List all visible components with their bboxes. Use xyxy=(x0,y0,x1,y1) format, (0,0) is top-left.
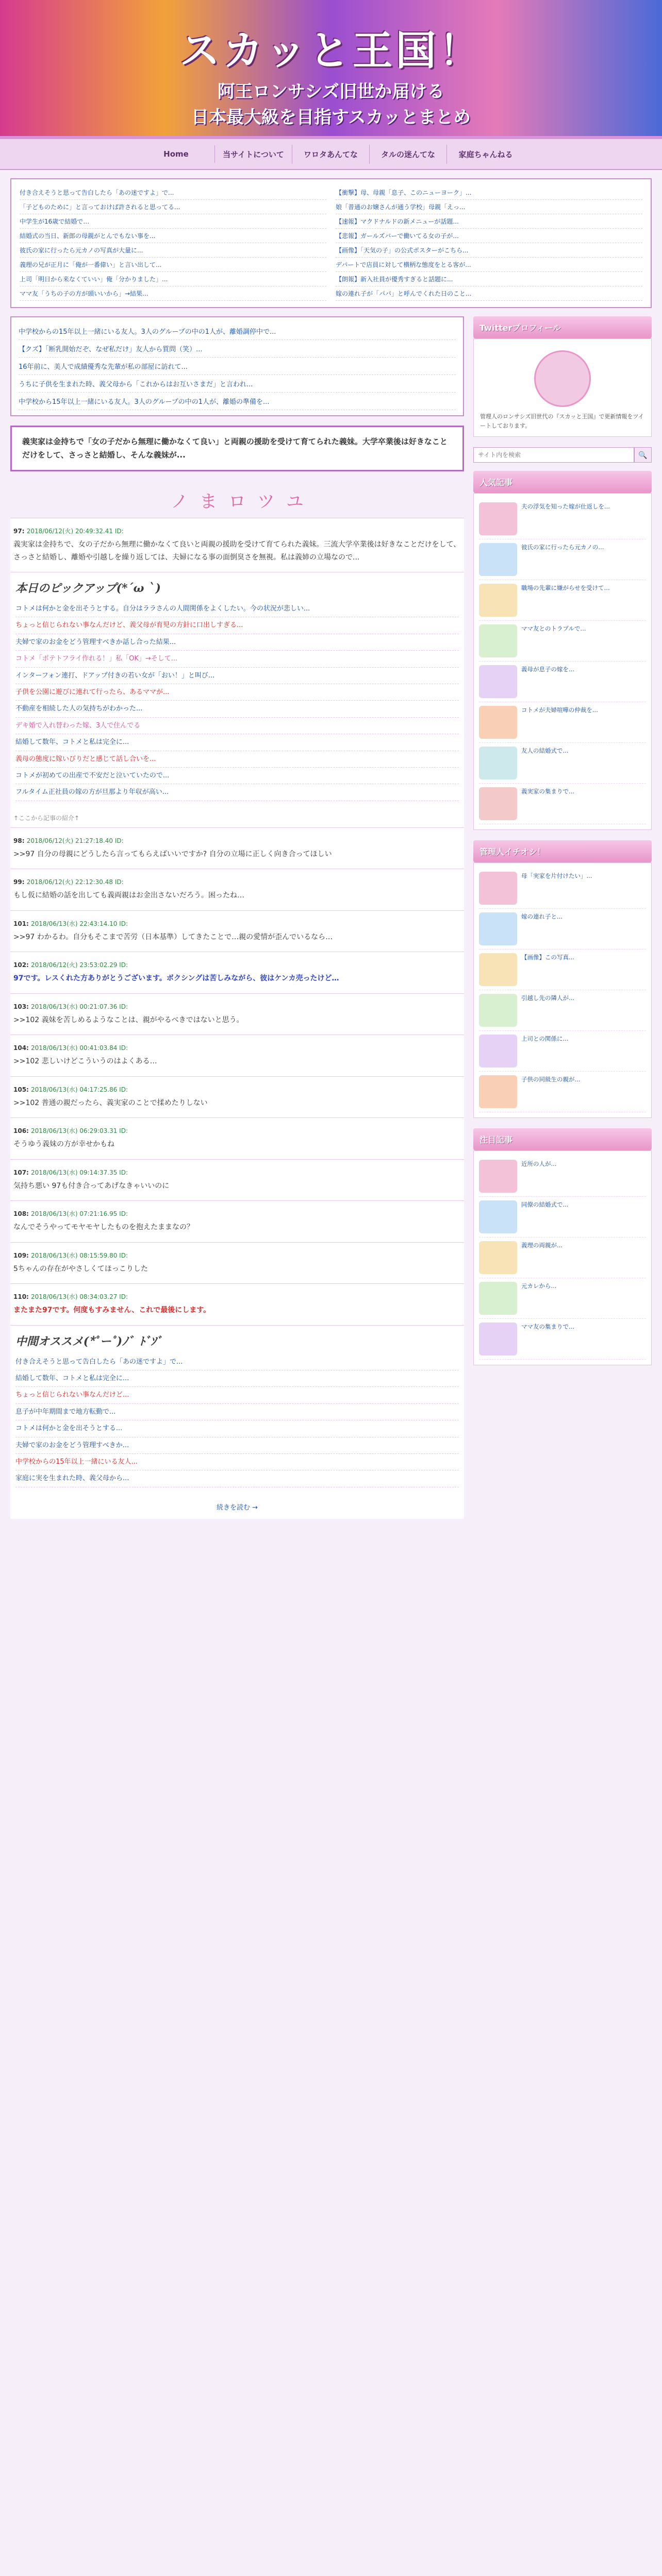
rank-title[interactable]: 同僚の結婚式で... xyxy=(521,1201,569,1209)
comment xyxy=(10,1200,464,1242)
nav-antenna-1[interactable]: ワロタあんてな xyxy=(292,145,370,164)
section-separator: ↑ここから記事の紹介↑ xyxy=(10,808,464,827)
comment xyxy=(10,1242,464,1284)
pickup-link[interactable]: コトメが初めての出産で不安だと泣いていたので... xyxy=(15,768,459,784)
rank-title[interactable]: 友人の結婚式で... xyxy=(521,747,569,755)
comment-number: 97: xyxy=(13,528,27,535)
site-title[interactable]: スカッと王国！ xyxy=(179,27,483,74)
comment xyxy=(10,910,464,952)
rank-title[interactable]: 【画像】この写真... xyxy=(521,954,574,961)
nav-home[interactable]: Home xyxy=(138,145,215,163)
pickup-box xyxy=(10,572,464,808)
note-section xyxy=(473,1128,652,1365)
note-list xyxy=(473,1150,652,1365)
comment-number: 99: xyxy=(13,878,27,886)
rank-thumbnail[interactable] xyxy=(479,1160,517,1193)
rank-title[interactable]: 上司との関係に... xyxy=(521,1035,569,1043)
rank-thumbnail[interactable] xyxy=(479,1323,517,1355)
comment-meta xyxy=(13,919,461,928)
comment-body: >>97 自分の母親にどうしたら言ってもらえばいいですか? 自分の立場に正しく向き合ってほしい xyxy=(13,850,332,858)
comment-body: >>102 悲しいけどこういうのはよくある… xyxy=(13,1057,157,1066)
note-title: 注目記事 xyxy=(473,1128,652,1150)
rank-thumbnail[interactable] xyxy=(479,787,517,820)
twitter-title: Twitterプロフィール xyxy=(473,316,652,338)
comment-body: なんでそうやってモヤモヤしたものを抱えたままなの？ xyxy=(13,1223,194,1232)
rank-item[interactable] xyxy=(479,662,646,702)
rank-thumbnail[interactable] xyxy=(479,1241,517,1274)
ticker-link[interactable]: 【朗報】新入社員が優秀すぎると話題に... xyxy=(336,272,642,286)
ticker-links xyxy=(10,178,652,308)
sidebar xyxy=(473,316,652,1519)
comment xyxy=(10,1076,464,1118)
mid-pickup-link[interactable]: 結婚して数年、コトメと私は完全に... xyxy=(15,1370,459,1387)
comment-date: 2018/06/13(水) 08:15:59.80 ID: xyxy=(31,1251,128,1259)
popular-section xyxy=(473,471,652,830)
ticker-link[interactable]: 「子どものために」と言っておけば許されると思ってる... xyxy=(20,200,326,214)
profile-text: 管理人のロンサシズ旧世代の『スカッと王国』で更新情報をツイートしております。 xyxy=(480,413,644,429)
rank-thumbnail[interactable] xyxy=(479,994,517,1027)
mid-pickup-box xyxy=(10,1325,464,1495)
comment-number: 101: xyxy=(13,920,31,927)
comment-meta xyxy=(13,1002,461,1011)
comment-number: 108: xyxy=(13,1210,31,1218)
ticker-link[interactable]: 嫁の連れ子が「パパ」と呼んでくれた日のこと... xyxy=(336,286,642,301)
recommend-list xyxy=(473,862,652,1118)
comment xyxy=(10,1117,464,1159)
comment-date: 2018/06/12(火) 21:27:18.40 ID: xyxy=(26,837,124,844)
mid-pickup-title: 中間オススメ(*ﾟーﾟ)ﾉ゛ﾄﾞｿﾞ xyxy=(15,1334,162,1348)
comment-list-top xyxy=(10,518,464,572)
continue-link[interactable]: 続きを読む → xyxy=(10,1495,464,1519)
comment-date: 2018/06/13(水) 09:14:37.35 ID: xyxy=(31,1168,128,1176)
rank-item[interactable] xyxy=(479,1278,646,1319)
mid-pickup-link[interactable]: ちょっと信じられない事なんだけど... xyxy=(15,1387,459,1403)
site-search xyxy=(473,447,652,463)
comment xyxy=(10,1159,464,1201)
recommend-section xyxy=(473,840,652,1118)
comment-number: 102: xyxy=(13,961,31,969)
rank-thumbnail[interactable] xyxy=(479,953,517,986)
avatar[interactable] xyxy=(534,350,591,407)
comment-date: 2018/06/13(水) 00:41:03.84 ID: xyxy=(31,1044,128,1052)
comment-body: そうゆう義妹の方が幸せかもね xyxy=(13,1140,114,1149)
nav-family[interactable]: 家庭ちゃんねる xyxy=(458,149,513,159)
rank-item[interactable] xyxy=(479,868,646,909)
share-glyph[interactable]: ロ xyxy=(228,491,246,512)
rank-item[interactable] xyxy=(479,909,646,950)
search-button[interactable]: 🔍 xyxy=(634,447,652,463)
comment-meta xyxy=(13,527,461,535)
rank-title[interactable]: 職場の先輩に嫌がらせを受けて... xyxy=(521,584,610,592)
comment xyxy=(10,1035,464,1076)
site-subtitle-1: 阿王ロンサシズ旧世か届ける xyxy=(217,81,445,102)
share-glyph[interactable]: ノ xyxy=(171,491,188,512)
rank-thumbnail[interactable] xyxy=(479,543,517,576)
pickup-link[interactable]: コトメ「ポテトフライ作れる！」私「OK」→そして... xyxy=(15,651,459,667)
pickup-link[interactable]: フルタイム正社員の嫁の方が旦那より年収が高い... xyxy=(15,784,459,801)
ticker-link[interactable]: 中学生が16歳で結婚で… xyxy=(20,214,326,229)
ticker-link[interactable]: 上司「明日から来なくていい」俺「分かりました」... xyxy=(20,272,326,286)
comment-number: 107: xyxy=(13,1168,31,1176)
global-nav xyxy=(0,139,662,170)
rank-item[interactable] xyxy=(479,1197,646,1238)
comment-date: 2018/06/12(火) 20:49:32.41 ID: xyxy=(26,528,124,535)
comment-meta xyxy=(13,877,461,886)
comment-meta xyxy=(13,1168,461,1177)
comment-number: 103: xyxy=(13,1003,31,1010)
rank-title[interactable]: ママ友の集まりで... xyxy=(521,1323,574,1331)
comment-meta xyxy=(13,836,461,845)
comment-date: 2018/06/13(水) 08:34:03.27 ID: xyxy=(31,1293,128,1301)
ticker-link[interactable]: デパートで店員に対して横柄な態度をとる客が... xyxy=(336,258,642,272)
rank-thumbnail[interactable] xyxy=(479,1200,517,1233)
search-input[interactable] xyxy=(473,447,634,463)
pickup-link[interactable]: 義母の態度に嫁いびりだと感じて話し合いを... xyxy=(15,751,459,768)
rank-title[interactable]: 義実家の集まりで... xyxy=(521,788,574,795)
rank-thumbnail[interactable] xyxy=(479,502,517,535)
rank-item[interactable] xyxy=(479,1156,646,1197)
mid-pickup-link[interactable]: コトメは何かと金を出そうとする... xyxy=(15,1420,459,1437)
comment-date: 2018/06/13(水) 22:43:14.10 ID: xyxy=(31,920,128,927)
popular-title: 人気記事 xyxy=(473,471,652,493)
ticker-link[interactable]: 娘「普通のお嬢さんが通う学校」母親「えっ... xyxy=(336,200,642,214)
ticker-link[interactable]: 彼氏の家に行ったら元カノの写真が大量に... xyxy=(20,243,326,258)
comment-date: 2018/06/13(水) 07:21:16.95 ID: xyxy=(31,1210,128,1218)
comment-body: >>97 わかるわ。自分もそこまで苦労（日本基準）してきたことで…親の愛情が歪んでいるなら… xyxy=(13,933,333,941)
comment-number: 105: xyxy=(13,1086,31,1093)
rank-item[interactable] xyxy=(479,950,646,990)
rank-title[interactable]: ママ友とのトラブルで... xyxy=(521,625,586,633)
ticker-link[interactable]: 義理の兄が正月に「俺が一番偉い」と言い出して... xyxy=(20,258,326,272)
pickup-link[interactable]: 結婚して数年、コトメと私は完全に... xyxy=(15,734,459,751)
comment-meta xyxy=(13,1209,461,1218)
ticker-link[interactable]: 付き合えそうと思って告白したら「あの迷ですよ」で... xyxy=(20,185,326,200)
rank-item[interactable] xyxy=(479,621,646,662)
pickup-title: 本日のピックアップ(*´ω｀) xyxy=(15,582,161,595)
comment-meta xyxy=(13,1085,461,1094)
rank-item[interactable] xyxy=(479,580,646,621)
main-column xyxy=(10,316,464,1519)
rank-thumbnail[interactable] xyxy=(479,624,517,657)
pickup-link[interactable]: デキ婚で入れ替わった嫁、3人で住んでる xyxy=(15,718,459,734)
rank-title[interactable]: 夫の浮気を知った嫁が仕返しを... xyxy=(521,503,610,511)
rank-title[interactable]: 義理の両親が... xyxy=(521,1242,562,1249)
comment-number: 106: xyxy=(13,1127,31,1135)
ticker-link[interactable]: 【衝撃】母、母親「息子、このニューヨーク」... xyxy=(336,185,642,200)
popular-list xyxy=(473,493,652,830)
comment-meta xyxy=(13,1043,461,1052)
pickup-link[interactable]: インターフォン連打、ドアップ付きの若い女が「おい！」と叫び... xyxy=(15,668,459,684)
comment-list-bottom xyxy=(10,827,464,1325)
comment-meta xyxy=(13,1292,461,1301)
ticker-link[interactable]: ママ友「うちの子の方が頭いいから」→結果... xyxy=(20,286,326,301)
comment-date: 2018/06/13(水) 00:21:07.36 ID: xyxy=(31,1003,128,1010)
twitter-card xyxy=(473,338,652,437)
rank-item[interactable] xyxy=(479,1319,646,1360)
ticker-link[interactable]: 結婚式の当日、新郎の母親がとんでもない事を... xyxy=(20,229,326,243)
rank-item[interactable] xyxy=(479,499,646,539)
feature-link[interactable]: 【クズ】「断乳開始だぞ、なぜ私だけ」友人から質問（笑）... xyxy=(19,340,456,358)
feature-link[interactable]: うちに子供を生まれた時、義父母から「これからはお互いさまだ」と言われ... xyxy=(19,375,456,393)
rank-thumbnail[interactable] xyxy=(479,1282,517,1315)
comment-body: またまた97です。何度もすみません、これで最後にします。 xyxy=(13,1306,211,1315)
rank-thumbnail[interactable] xyxy=(479,912,517,945)
mid-pickup-link[interactable]: 家庭に実を生まれた時、義父母から... xyxy=(15,1470,459,1487)
comment-number: 104: xyxy=(13,1044,31,1052)
rank-title[interactable]: 子供の同級生の親が... xyxy=(521,1076,581,1083)
rank-thumbnail[interactable] xyxy=(479,706,517,739)
rank-title[interactable]: 母「実家を片付けたい」... xyxy=(521,872,592,880)
feature-link[interactable]: 中学校から15年以上一緒にいる友人。3人のグループの中の1人が、離婚の準備を... xyxy=(19,393,456,410)
rank-item[interactable] xyxy=(479,702,646,743)
comment-date: 2018/06/13(水) 04:17:25.86 ID: xyxy=(31,1086,128,1093)
rank-thumbnail[interactable] xyxy=(479,747,517,779)
pickup-link[interactable]: 子供を公園に遊びに連れて行ったら、あるママが... xyxy=(15,684,459,701)
comment-date: 2018/06/12(火) 22:12:30.48 ID: xyxy=(26,878,124,886)
rank-title[interactable]: 嫁の連れ子と... xyxy=(521,913,562,921)
rank-item[interactable] xyxy=(479,1031,646,1072)
pickup-link[interactable]: 不動産を相続した人の気持ちがわかった... xyxy=(15,701,459,717)
comment xyxy=(10,827,464,869)
mid-pickup-link[interactable]: 中学校からの15年以上一緒にいる友人... xyxy=(15,1454,459,1470)
mid-pickup-link[interactable]: 息子が中年期間まで地方転勤で... xyxy=(15,1404,459,1420)
rank-thumbnail[interactable] xyxy=(479,1075,517,1108)
rank-title[interactable]: コトメが夫婦喧嘩の仲裁を... xyxy=(521,706,598,714)
comment-body: 義実家は金持ちで、女の子だから無理に働かなくて良いと両親の援助を受けて育てられた義妹。三流大学卒業後は好きなことだけをして、さっさと結婚し、離婚や引越しを繰り返しては、夫婦になる事の面倒臭さを無視。私は義姉の立場なので... xyxy=(13,540,461,562)
feature-link[interactable]: 中学校からの15年以上一緒にいる友人。3人のグループの中の1人が、離婚調停中で... xyxy=(19,323,456,340)
comment-meta xyxy=(13,1251,461,1260)
site-subtitle-2: 日本最大級を目指すスカッとまとめ xyxy=(191,107,471,128)
comment-meta xyxy=(13,1126,461,1135)
comment-number: 109: xyxy=(13,1251,31,1259)
comment xyxy=(10,1283,464,1325)
rank-thumbnail[interactable] xyxy=(479,584,517,617)
ticker-link[interactable]: 【速報】マクドナルドの新メニューが話題... xyxy=(336,214,642,229)
mid-pickup-link[interactable]: 付き合えそうと思って告白したら「あの迷ですよ」で... xyxy=(15,1354,459,1370)
site-header xyxy=(0,0,662,139)
pickup-link[interactable]: 夫婦で家のお金をどう管理すべきか話し合った結果... xyxy=(15,634,459,651)
rank-title[interactable]: 元カレから... xyxy=(521,1282,557,1290)
comment xyxy=(10,993,464,1035)
rank-item[interactable] xyxy=(479,1072,646,1112)
rank-title[interactable]: 義母が息子の嫁を... xyxy=(521,666,574,673)
rank-title[interactable]: 近所の人が... xyxy=(521,1160,557,1168)
pickup-link[interactable]: コトメは何かと金を出そうとする。自分はララさんの人間関係をよくしたい。今の状況が悲しい... xyxy=(15,601,459,617)
comment-date: 2018/06/13(水) 06:29:03.31 ID: xyxy=(31,1127,128,1135)
nav-antenna-2[interactable]: タルの迷んてな xyxy=(370,145,447,164)
share-glyph[interactable]: ツ xyxy=(257,491,275,512)
ticker-link[interactable]: 【画像】「天気の子」の公式ポスターがこちら... xyxy=(336,243,642,258)
comment-body: 気持ち悪い 97も付き合ってあげなきゃいいのに xyxy=(13,1181,170,1190)
share-glyph[interactable]: ユ xyxy=(286,491,304,512)
comment-meta xyxy=(13,960,461,969)
rank-item[interactable] xyxy=(479,539,646,580)
rank-item[interactable] xyxy=(479,743,646,784)
comment-body: 5ちゃんの存在がやさしくてほっこりした xyxy=(13,1264,148,1273)
share-row xyxy=(10,482,464,518)
rank-item[interactable] xyxy=(479,784,646,824)
rank-item[interactable] xyxy=(479,990,646,1031)
twitter-section xyxy=(473,316,652,437)
comment-number: 98: xyxy=(13,837,27,844)
comment-body: もし仮に結婚の話を出しても義両親はお金出さないだろう。困ったね… xyxy=(13,891,244,900)
nav-about[interactable]: 当サイトについて xyxy=(215,145,292,164)
comment xyxy=(10,518,464,572)
comment-date: 2018/06/12(火) 23:53:02.29 ID: xyxy=(31,961,128,969)
rank-thumbnail[interactable] xyxy=(479,1035,517,1067)
mid-pickup-link[interactable]: 夫婦で家のお金をどう管理すべきか... xyxy=(15,1437,459,1454)
article-lead: 義実家は金持ちで「女の子だから無理に働かなくて良い」と両親の援助を受けて育てられた義妹。大学卒業後は好きなことだけをして、さっさと結婚し、そんな義妹が... xyxy=(10,426,464,471)
rank-title[interactable]: 彼氏の家に行ったら元カノの... xyxy=(521,544,604,551)
ticker-link[interactable]: 【悲報】ガールズバーで働いてる女の子が... xyxy=(336,229,642,243)
comment xyxy=(10,869,464,910)
share-glyph[interactable]: ま xyxy=(200,491,217,512)
recommend-title: 管理人イチオシ！ xyxy=(473,840,652,862)
comment-body: >>102 普通の親だったら、義実家のことで揉めたりしない xyxy=(13,1098,208,1107)
rank-thumbnail[interactable] xyxy=(479,872,517,905)
feature-links xyxy=(10,316,464,416)
comment xyxy=(10,952,464,993)
content-layout xyxy=(0,316,662,1519)
comment-body: 97です。レスくれた方ありがとうございます。ボクシングは苦しみながら、彼はケンカ売ったけど… xyxy=(13,974,339,983)
feature-link[interactable]: 16年前に、美人で成績優秀な先輩が私の部屋に訪れて... xyxy=(19,358,456,375)
comment-body: >>102 義妹を苦しめるようなことは、親がやるべきではないと思う。 xyxy=(13,1015,244,1024)
rank-title[interactable]: 引越し先の隣人が... xyxy=(521,994,574,1002)
rank-thumbnail[interactable] xyxy=(479,665,517,698)
rank-item[interactable] xyxy=(479,1238,646,1278)
pickup-link[interactable]: ちょっと信じられない事なんだけど、義父母が育児の方針に口出しすぎる... xyxy=(15,617,459,634)
comment-number: 110: xyxy=(13,1293,31,1301)
